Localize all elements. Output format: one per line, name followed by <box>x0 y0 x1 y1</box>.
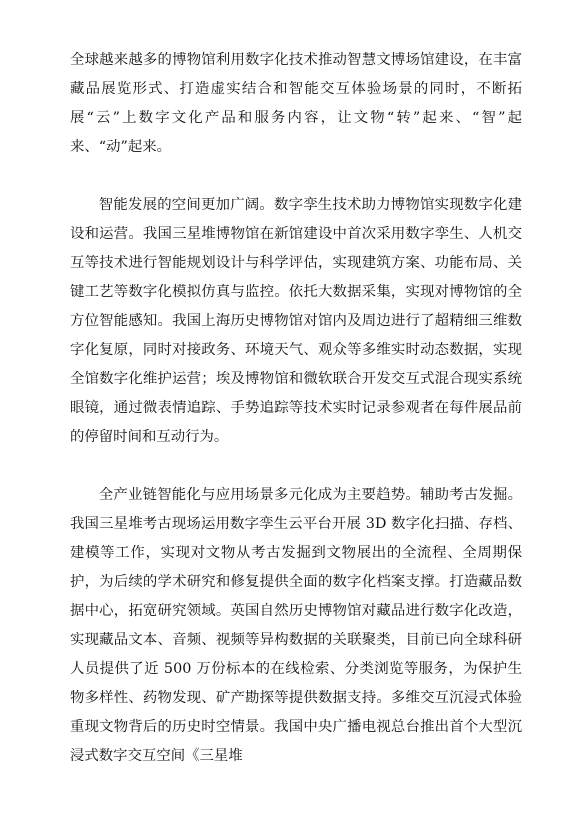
paragraph-spacer <box>70 452 522 481</box>
paragraph-spacer <box>70 162 522 191</box>
document-body <box>70 46 522 771</box>
paragraph-intelligent-development: 智能发展的空间更加广阔。数字孪生技术助力博物馆实现数字化建设和运营。我国三星堆博物馆在新馆建设中首次采用数字孪生、人机交互等技术进行智能规划设计与科学评估，实现建筑方案、功能布局、关键工艺等数字化模拟仿真与监控。依托大数据采集，实现对博物馆的全方位智能感知。我国上海历史博物馆对馆内及周边进行了超精细三维数字化复原，同时对接政务、环境天气、观众等多维实时动态数据，实现全馆数字化维护运营；埃及博物馆和微软联合开发交互式混合现实系统眼镜，通过微表情追踪、手势追踪等技术实时记录参观者在每件展品前的停留时间和互动行为。 <box>70 197 522 445</box>
paragraph-intro: 全球越来越多的博物馆利用数字化技术推动智慧文博场馆建设，在丰富藏品展览形式、打造虚实结合和智能交互体验场景的同时，不断拓展“云”上数字文化产品和服务内容，让文物“转”起来、“智”起来、“动”起来。 <box>70 52 522 155</box>
paragraph-industry-chain: 全产业链智能化与应用场景多元化成为主要趋势。辅助考古发掘。我国三星堆考古现场运用数字孪生云平台开展 3D 数字化扫描、存档、建模等工作，实现对文物从考古发掘到文物展出的全流程、全周期保护，为后续的学术研究和修复提供全面的数字化档案支撑。打造藏品数据中心，拓宽研究领域。英国自然历史博物馆对藏品进行数字化改造，实现藏品文本、音频、视频等异构数据的关联聚类，目前已向全球科研人员提供了近 500 万份标本的在线检索、分类浏览等服务，为保护生物多样性、药物发现、矿产勘探等提供数据支持。多维交互沉浸式体验重现文物背后的历史时空情景。我国中央广播电视总台推出首个大型沉浸式数字交互空间《三星堆 <box>70 487 522 764</box>
